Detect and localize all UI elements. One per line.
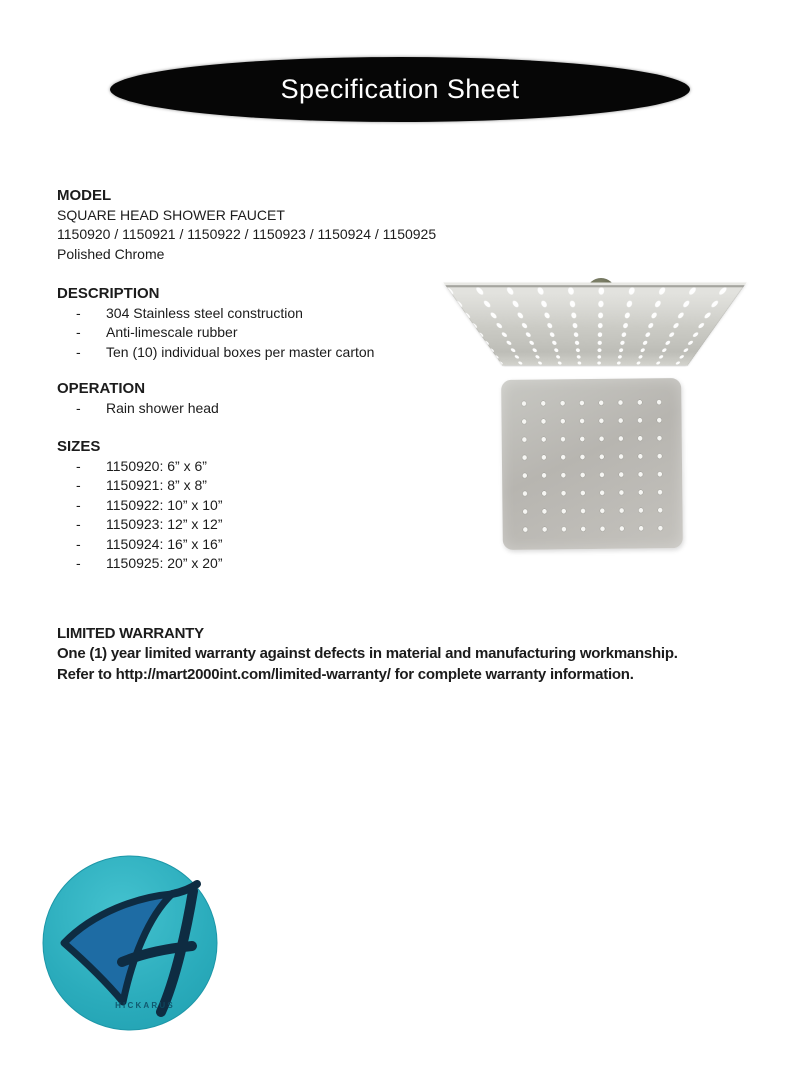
model-product-name: SQUARE HEAD SHOWER FAUCET: [57, 206, 285, 223]
model-finish: Polished Chrome: [57, 245, 165, 262]
section-warranty: [57, 624, 757, 686]
list-marker: -: [76, 496, 81, 513]
size-item: 1150925: 20” x 20”: [106, 555, 223, 571]
brand-wordmark: HICKARUS: [115, 1001, 175, 1010]
list-marker: -: [76, 516, 81, 532]
title-banner: [110, 57, 690, 122]
section-model: [57, 186, 757, 264]
warranty-line: Refer to http://mart2000int.com/limited-warranty/ for complete warranty information.: [57, 665, 634, 683]
product-image-angled: [445, 272, 745, 377]
list-marker: -: [76, 535, 81, 552]
nozzle-grid: [514, 392, 669, 538]
size-item: 1150920: 6” x 6”: [106, 457, 207, 474]
list-marker: -: [76, 399, 81, 416]
description-item: Anti-limescale rubber: [106, 324, 238, 340]
description-item: Ten (10) individual boxes per master carton: [106, 343, 375, 360]
operation-heading: OPERATION: [57, 380, 146, 397]
list-marker: -: [76, 555, 81, 571]
warranty-line: One (1) year limited warranty against defects in material and manufacturing workmanship.: [57, 645, 678, 662]
list-item: [57, 554, 757, 574]
size-item: 1150923: 12” x 12”: [106, 516, 223, 532]
operation-item: Rain shower head: [106, 399, 219, 416]
page-title: Specification Sheet: [280, 74, 520, 104]
warranty-heading: LIMITED WARRANTY: [57, 624, 204, 642]
sizes-heading: SIZES: [57, 438, 101, 455]
size-item: 1150922: 10” x 10”: [106, 496, 223, 513]
list-marker: -: [76, 304, 81, 321]
list-marker: -: [76, 343, 81, 360]
list-marker: -: [76, 477, 81, 493]
description-item: 304 Stainless steel construction: [106, 304, 303, 321]
list-marker: -: [76, 457, 81, 474]
shower-head-underside: [443, 282, 746, 365]
model-heading: MODEL: [57, 187, 112, 204]
size-item: 1150924: 16” x 16”: [106, 535, 223, 552]
list-marker: -: [76, 324, 81, 340]
model-numbers: 1150920 / 1150921 / 1150922 / 1150923 / 1150924 / 1150925: [57, 226, 437, 242]
size-item: 1150921: 8” x 8”: [106, 477, 207, 493]
brand-logo: [42, 855, 218, 1031]
description-heading: DESCRIPTION: [57, 285, 160, 302]
product-image-face: [501, 378, 683, 550]
